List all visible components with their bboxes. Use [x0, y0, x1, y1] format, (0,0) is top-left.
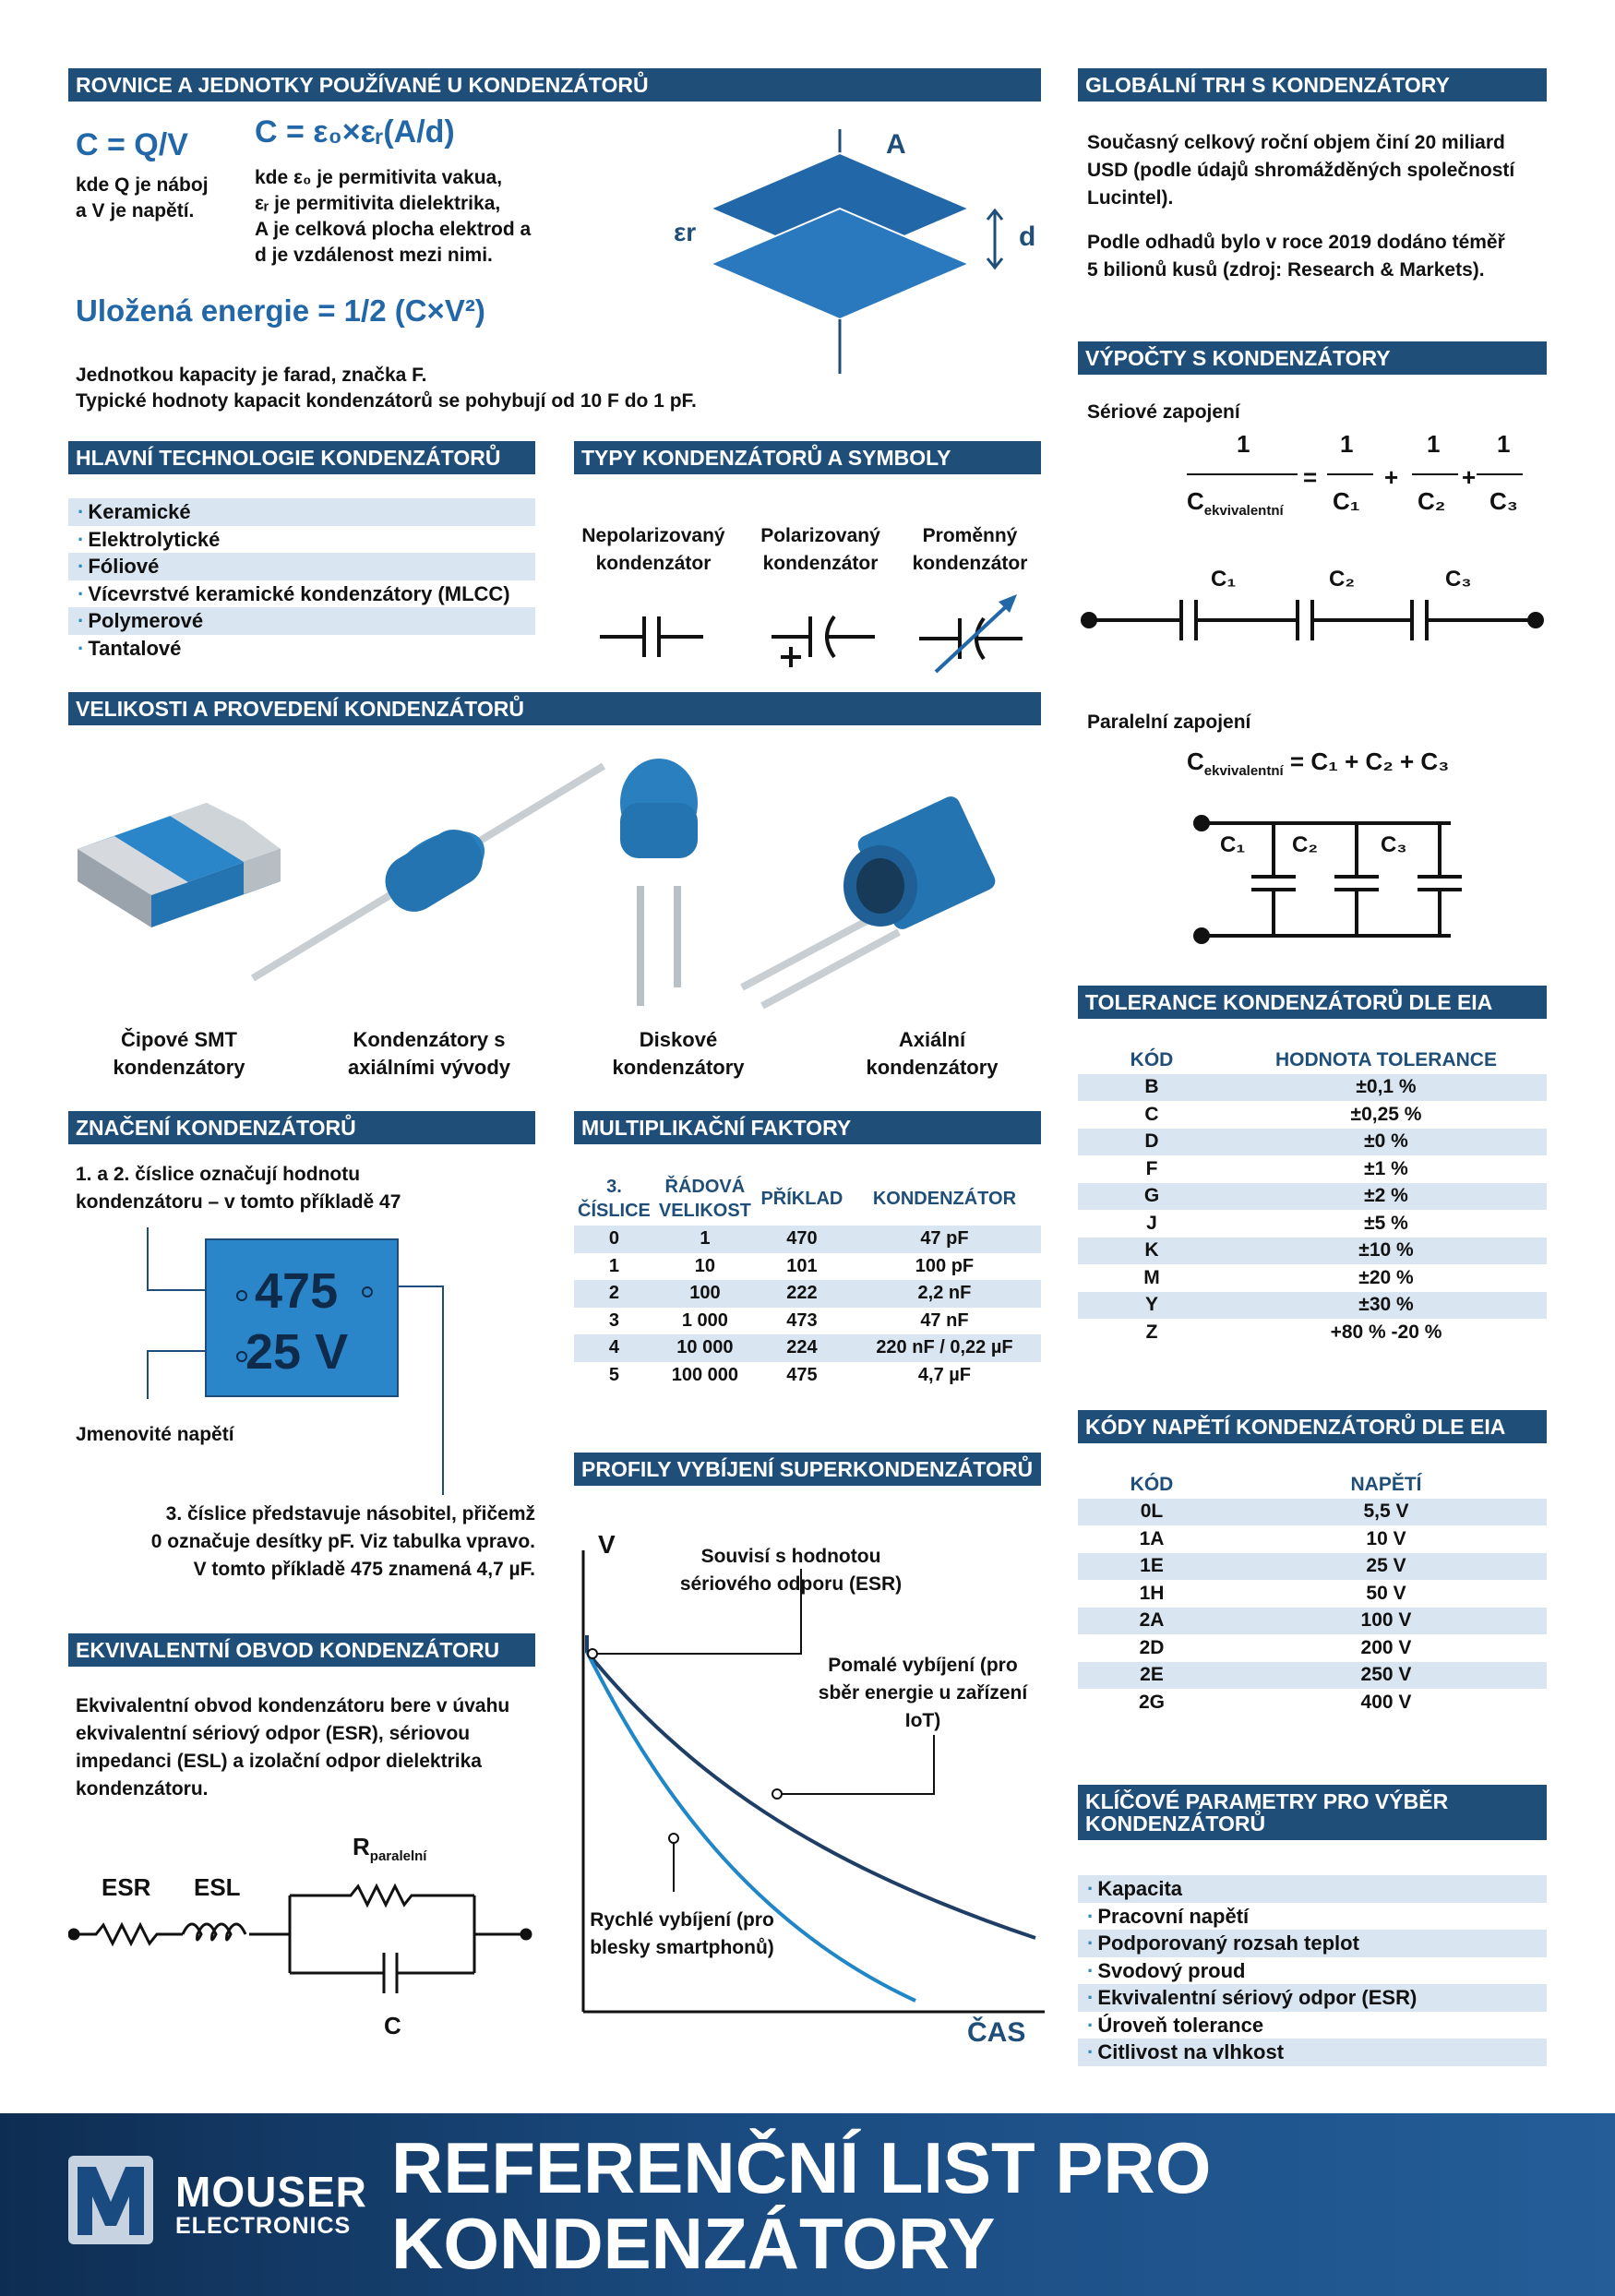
- series-one-4: 1: [1497, 430, 1511, 458]
- table-row: 4 10 000 224 220 nF / 0,22 µF: [574, 1334, 1041, 1362]
- axial-lead-capacitor: [253, 766, 604, 978]
- connector-dot: [236, 1290, 247, 1301]
- series-label-c2: C₂: [1329, 567, 1355, 592]
- axis-label-v: V: [598, 1530, 616, 1559]
- marking-top-1: 1. a 2. číslice označují hodnotu: [76, 1164, 361, 1185]
- table-row: M ±20 %: [1143, 1266, 1414, 1288]
- esr-annotation: Souvisí s hodnotou sériového odporu (ESR): [679, 1546, 903, 1595]
- polarized-capacitor-symbol: [762, 600, 882, 674]
- table-row: D ±0 %: [1078, 1129, 1547, 1156]
- formula-energy: Uložená energie = 1/2 (C×V²): [76, 293, 485, 328]
- market-text-2: Podle odhadů bylo v roce 2019 dodáno téměř 5 bilionů kusů (zdroj: Research & Markets).: [1087, 232, 1505, 281]
- connector-dot: [362, 1286, 373, 1297]
- section-header-voltage: KÓDY NAPĚTÍ KONDENZÁTORŮ DLE EIA: [1078, 1410, 1547, 1443]
- marking-bottom-2: 0 označuje desítky pF. Viz tabulka vpravo.: [150, 1531, 535, 1552]
- parallel-label-c2: C₂: [1292, 832, 1318, 857]
- formula-capacitance: C = ε₀×εᵣ(A/d): [255, 114, 455, 149]
- parallel-formula: $C_{ekvivalentní} = C_1 + C_2 + C_3$: [1187, 747, 1450, 780]
- key-params-list: [1078, 1875, 1547, 2066]
- list-item: · Ekvivalentní sériový odpor (ESR): [1078, 1984, 1547, 2012]
- nonpolarized-capacitor-symbol: [591, 600, 711, 674]
- table-row: 1E 25 V: [1078, 1553, 1547, 1581]
- table-row: 1A 10 V: [1139, 1527, 1406, 1549]
- table-row: 1H 50 V: [1139, 1582, 1406, 1604]
- voltage-table: KÓD NAPĚTÍ 0L 5,5 V 1A 10 V 1E 25 V 1H 50 V 2A 100 V 2D 200 V 2E 250 V 2G 400 V: [1078, 1471, 1547, 1716]
- table-row: 2 100 222 2,2 nF: [574, 1280, 1041, 1308]
- section-header-supercap: PROFILY VYBÍJENÍ SUPERKONDENZÁTORŮ: [574, 1453, 1041, 1486]
- package-axial-lead-label: Kondenzátory s axiálními vývody: [347, 1028, 511, 1079]
- table-row: 2D 200 V: [1139, 1636, 1412, 1658]
- connector-dot: [236, 1351, 247, 1362]
- series-one-3: 1: [1427, 430, 1441, 458]
- tolerance-table: KÓD HODNOTA TOLERANCE B ±0,1 % C ±0,25 % D ±0 % F ±1 % G ±2 % J ±5 % K ±10 % M ±20 % Y ±30 % Z +80 % -20 %: [1078, 1046, 1547, 1346]
- variable-capacitor-symbol: [914, 587, 1034, 679]
- marking-code: 475: [255, 1263, 339, 1319]
- disc-capacitor: [620, 759, 698, 1006]
- series-plus-2: +: [1462, 463, 1477, 491]
- axis-label-time: ČAS: [967, 2017, 1026, 2048]
- package-smt-label: Čipové SMT kondenzátory: [113, 1028, 245, 1079]
- cqv-desc-1: kde Q je náboj: [76, 174, 209, 196]
- radial-capacitor: [742, 794, 999, 1006]
- equivalent-circuit-diagram: [68, 1873, 539, 2021]
- series-equals: =: [1303, 463, 1318, 491]
- tech-list: [68, 498, 535, 662]
- series-one-2: 1: [1340, 430, 1354, 458]
- table-row: C ±0,25 %: [1144, 1103, 1422, 1125]
- parallel-title: Paralelní zapojení: [1087, 712, 1251, 733]
- section-header-equations: ROVNICE A JEDNOTKY POUŽÍVANÉ U KONDENZÁTORŮ: [68, 68, 1041, 102]
- section-header-types: TYPY KONDENZÁTORŮ A SYMBOLY: [574, 441, 1041, 474]
- series-one-1: 1: [1237, 430, 1250, 458]
- ceq-desc-1: kde ε₀ je permitivita vakua,: [255, 167, 503, 188]
- series-plus-1: +: [1384, 463, 1399, 491]
- list-item: · Fóliové: [68, 553, 535, 580]
- unit-text-2: Typické hodnoty kapacit kondenzátorů se pohybují od 10 F do 1 pF.: [76, 390, 697, 412]
- fast-annotation: Rychlé vybíjení (pro blesky smartphonů): [590, 1909, 774, 1958]
- brand-sub: ELECTRONICS: [175, 2213, 352, 2239]
- list-item: · Polymerové: [68, 607, 535, 635]
- table-row: 2E 250 V: [1078, 1662, 1547, 1690]
- label-esl: ESL: [194, 1873, 241, 1901]
- table-row: Z +80 % -20 %: [1145, 1321, 1442, 1343]
- list-item: · Úroveň tolerance: [1087, 2013, 1264, 2037]
- list-item: · Pracovní napětí: [1087, 1904, 1250, 1928]
- footer-title-2: KONDENZÁTORY: [391, 2203, 996, 2284]
- list-item: · Elektrolytické: [78, 527, 221, 551]
- table-row: F ±1 %: [1145, 1157, 1408, 1179]
- label-distance: d: [1019, 221, 1036, 252]
- smt-chip-capacitor: [78, 803, 281, 927]
- series-label-c3: C₃: [1445, 567, 1472, 592]
- table-row: 2A 100 V: [1078, 1608, 1547, 1635]
- unit-text-1: Jednotkou kapacity je farad, značka F.: [76, 365, 427, 386]
- list-item: · Kapacita: [1078, 1875, 1547, 1903]
- table-row: 2G 400 V: [1138, 1691, 1412, 1713]
- package-axial-label: Axiální kondenzátory: [866, 1028, 999, 1079]
- footer-title-1: REFERENČNÍ LIST PRO: [391, 2127, 1212, 2208]
- multiplier-table: 3. ČÍSLICE ŘÁDOVÁ VELIKOST PŘÍKLAD KONDENZÁTOR 0 1 470 47 pF 1 10 101 100 pF 2 100 222 2,2 nF 3 1 000 473 47 nF 4 10 000 224 220 nF / 0,22 µF 5 100 000 475 4,7 µF: [574, 1172, 1041, 1389]
- table-row: 3 1 000 473 47 nF: [608, 1309, 969, 1331]
- series-c2: C₂: [1418, 487, 1446, 515]
- capacitor-marking-box: [205, 1238, 399, 1397]
- brand-name: MOUSER: [175, 2168, 367, 2216]
- list-item: · Vícevrstvé keramické kondenzátory (MLCC): [78, 581, 510, 605]
- series-title: Sériové zapojení: [1087, 401, 1240, 423]
- table-row: 1 10 101 100 pF: [608, 1255, 975, 1276]
- slow-annotation: Pomalé vybíjení (pro sběr energie u zařízení IoT): [818, 1655, 1028, 1731]
- table-row: G ±2 %: [1078, 1183, 1547, 1211]
- ceq-desc-4: d je vzdálenost mezi nimi.: [255, 245, 493, 266]
- label-esr: ESR: [102, 1873, 151, 1901]
- table-row: K ±10 %: [1078, 1238, 1547, 1265]
- table-row: 5 100 000 475 4,7 µF: [608, 1364, 971, 1385]
- marking-bottom-1: 3. číslice představuje násobitel, přičemž: [165, 1503, 535, 1525]
- series-circuit-diagram: [1078, 591, 1549, 646]
- section-header-tech: HLAVNÍ TECHNOLOGIE KONDENZÁTORŮ: [68, 441, 535, 474]
- list-item: · Tantalové: [78, 636, 182, 660]
- list-item: · Svodový proud: [1087, 1958, 1246, 1982]
- table-row: 0L 5,5 V: [1078, 1499, 1547, 1526]
- marking-bottom-3: V tomto příkladě 475 znamená 4,7 µF.: [193, 1559, 535, 1580]
- cqv-desc-2: a V je napětí.: [76, 200, 195, 221]
- section-header-calc: VÝPOČTY S KONDENZÁTORY: [1078, 341, 1547, 375]
- package-disc-label: Diskové kondenzátory: [612, 1028, 745, 1079]
- list-item: · Keramické: [68, 498, 535, 526]
- series-c1: C₁: [1333, 487, 1360, 515]
- table-row: 0 1 470 47 pF: [574, 1226, 1041, 1253]
- rated-voltage-label: Jmenovité napětí: [76, 1424, 234, 1445]
- label-r-parallel: $R_{paralelní}$: [353, 1833, 427, 1865]
- equiv-description: Ekvivalentní obvod kondenzátoru bere v úvahu ekvivalentní sériový odpor (ESR), sériovou impedanci (ESL) a izolační odpor dielektrika kondenzátoru.: [76, 1695, 510, 1800]
- type-variable-label: Proměnný kondenzátor: [912, 525, 1028, 574]
- parallel-label-c3: C₃: [1381, 832, 1407, 857]
- table-row: Y ±30 %: [1078, 1292, 1547, 1320]
- section-header-keyparams: KLÍČOVÉ PARAMETRY PRO VÝBĚR KONDENZÁTORŮ: [1078, 1785, 1547, 1840]
- list-item: · Citlivost na vlhkost: [1078, 2039, 1547, 2066]
- marking-top-2: kondenzátoru – v tomto příkladě 47: [76, 1191, 401, 1213]
- section-header-market: GLOBÁLNÍ TRH S KONDENZÁTORY: [1078, 68, 1547, 102]
- label-c: C: [384, 2012, 401, 2039]
- footer-banner: [0, 2113, 1615, 2296]
- section-header-equiv: EKVIVALENTNÍ OBVOD KONDENZÁTORU: [68, 1633, 535, 1667]
- parallel-label-c1: C₁: [1220, 832, 1246, 857]
- marking-voltage: 25 V: [245, 1324, 349, 1380]
- capacitor-packages-illustration: [68, 738, 1047, 1015]
- series-ceq: $C_{ekvivalentní}$: [1187, 487, 1284, 520]
- mouser-logo-icon: [68, 2156, 153, 2244]
- list-item: · Podporovaný rozsah teplot: [1078, 1930, 1547, 1957]
- section-header-multiplier: MULTIPLIKAČNÍ FAKTORY: [574, 1111, 1041, 1144]
- series-c3: C₃: [1489, 487, 1518, 515]
- market-text-1: Současný celkový roční objem činí 20 miliard USD (podle údajů shromážděných společností Lucintel).: [1087, 132, 1515, 209]
- formula-cqv: C = Q/V: [76, 127, 188, 162]
- type-polarized-label: Polarizovaný kondenzátor: [760, 525, 880, 574]
- label-permittivity: εr: [674, 218, 697, 246]
- type-nonpolarized-label: Nepolarizovaný kondenzátor: [581, 525, 725, 574]
- ceq-desc-3: A je celková plocha elektrod a: [255, 219, 532, 240]
- label-area: A: [886, 129, 906, 160]
- plate-capacitor-diagram: [646, 120, 1052, 378]
- table-row: J ±5 %: [1146, 1212, 1408, 1234]
- ceq-desc-2: εᵣ je permitivita dielektrika,: [255, 193, 501, 214]
- section-header-sizes: VELIKOSTI A PROVEDENÍ KONDENZÁTORŮ: [68, 692, 1041, 725]
- series-label-c1: C₁: [1211, 567, 1237, 592]
- table-row: B ±0,1 %: [1078, 1074, 1547, 1102]
- section-header-tolerance: TOLERANCE KONDENZÁTORŮ DLE EIA: [1078, 986, 1547, 1019]
- section-header-marking: ZNAČENÍ KONDENZÁTORŮ: [68, 1111, 535, 1144]
